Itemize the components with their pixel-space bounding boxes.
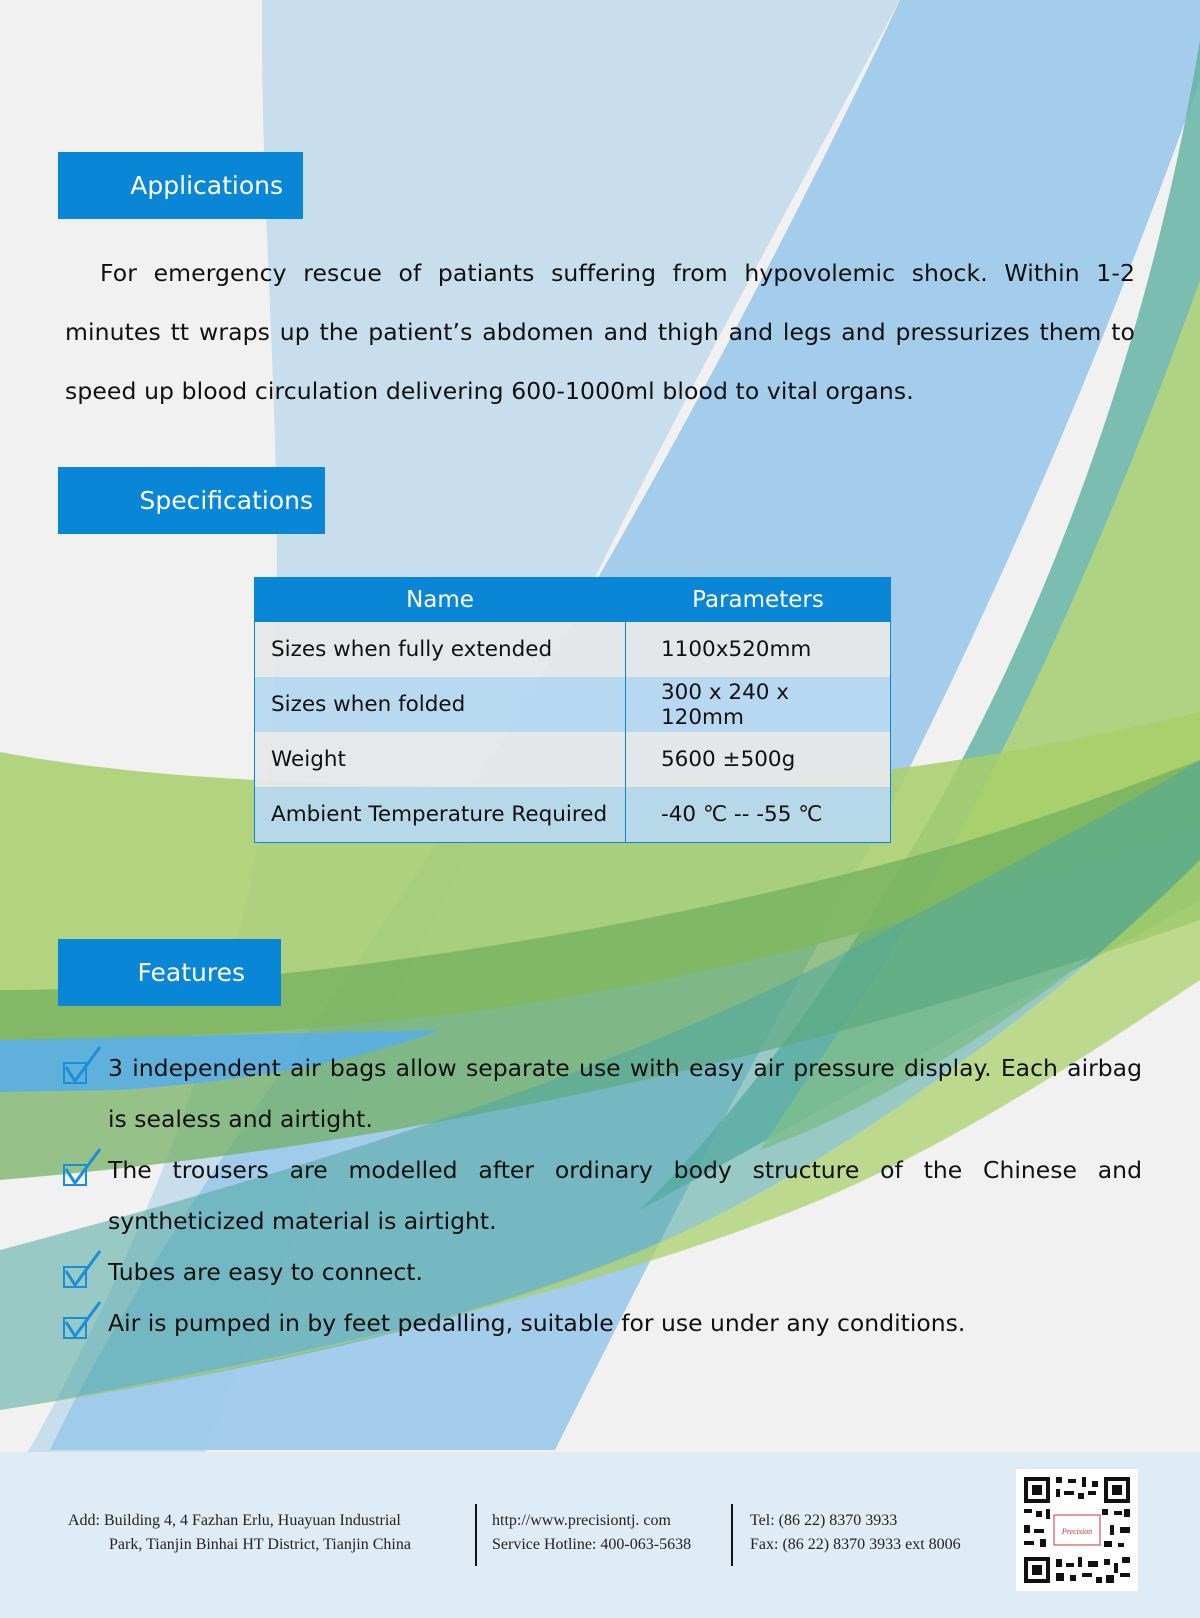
applications-text: For emergency rescue of patiants suffering from hypovolemic shock. Within 1-2 minutes tt wraps up the patient’s abdomen and thigh and legs and pressurizes them to speed up blood circulation delivering 600-1000ml blood to vital organs. <box>65 259 1135 405</box>
footer <box>0 1452 1200 1618</box>
spec-name: Weight <box>255 732 626 787</box>
footer-divider <box>475 1504 477 1566</box>
features-header: Features <box>58 939 281 1006</box>
address-line-1: Add: Building 4, 4 Fazhan Erlu, Huayuan Industrial <box>68 1512 401 1529</box>
list-item <box>62 1247 1142 1298</box>
spec-name: Sizes when fully extended <box>255 622 626 677</box>
footer-contact <box>750 1509 961 1557</box>
telephone: Tel: (86 22) 8370 3933 <box>750 1512 898 1529</box>
feature-text: The trousers are modelled after ordinary body structure of the Chinese and syntheticized material is airtight. <box>108 1156 1142 1235</box>
applications-header: Applications <box>58 152 303 219</box>
column-header-parameters: Parameters <box>626 578 891 623</box>
feature-text: Air is pumped in by feet pedalling, suitable for use under any conditions. <box>108 1309 966 1337</box>
fax: Fax: (86 22) 8370 3933 ext 8006 <box>750 1536 961 1553</box>
checkmark-box-icon <box>62 1045 104 1089</box>
specifications-header: Specifications <box>58 467 325 534</box>
table-row <box>255 732 891 787</box>
service-hotline: Service Hotline: 400-063-5638 <box>492 1536 692 1553</box>
feature-text: 3 independent air bags allow separate use with easy air pressure display. Each airbag is sealess and airtight. <box>108 1054 1142 1133</box>
table-row <box>255 622 891 677</box>
footer-divider <box>731 1504 733 1566</box>
address-line-2: Park, Tianjin Binhai HT District, Tianjin China <box>109 1536 411 1553</box>
spec-value: 300 x 240 x 120mm <box>626 677 891 732</box>
checkmark-box-icon <box>62 1147 104 1191</box>
table-header-row <box>255 578 891 623</box>
footer-web <box>492 1509 691 1557</box>
specifications-table <box>254 577 891 843</box>
website-link[interactable]: http://www.precisiontj. com <box>492 1512 671 1529</box>
spec-value: 1100x520mm <box>626 622 891 677</box>
checkmark-box-icon <box>62 1249 104 1293</box>
list-item <box>62 1145 1142 1247</box>
spec-value: -40 ℃ -- -55 ℃ <box>626 787 891 842</box>
column-header-name: Name <box>255 578 626 623</box>
checkmark-box-icon <box>62 1300 104 1344</box>
list-item <box>62 1298 1142 1349</box>
qr-logo-text: Precision <box>1061 1527 1093 1536</box>
feature-text: Tubes are easy to connect. <box>108 1258 423 1286</box>
table-row <box>255 787 891 842</box>
qr-code-icon <box>1016 1469 1138 1591</box>
table-row <box>255 677 891 732</box>
list-item <box>62 1043 1142 1145</box>
spec-value: 5600 ±500g <box>626 732 891 787</box>
spec-name: Sizes when folded <box>255 677 626 732</box>
footer-address <box>68 1509 411 1557</box>
features-list <box>62 1043 1142 1349</box>
spec-name: Ambient Temperature Required <box>255 787 626 842</box>
